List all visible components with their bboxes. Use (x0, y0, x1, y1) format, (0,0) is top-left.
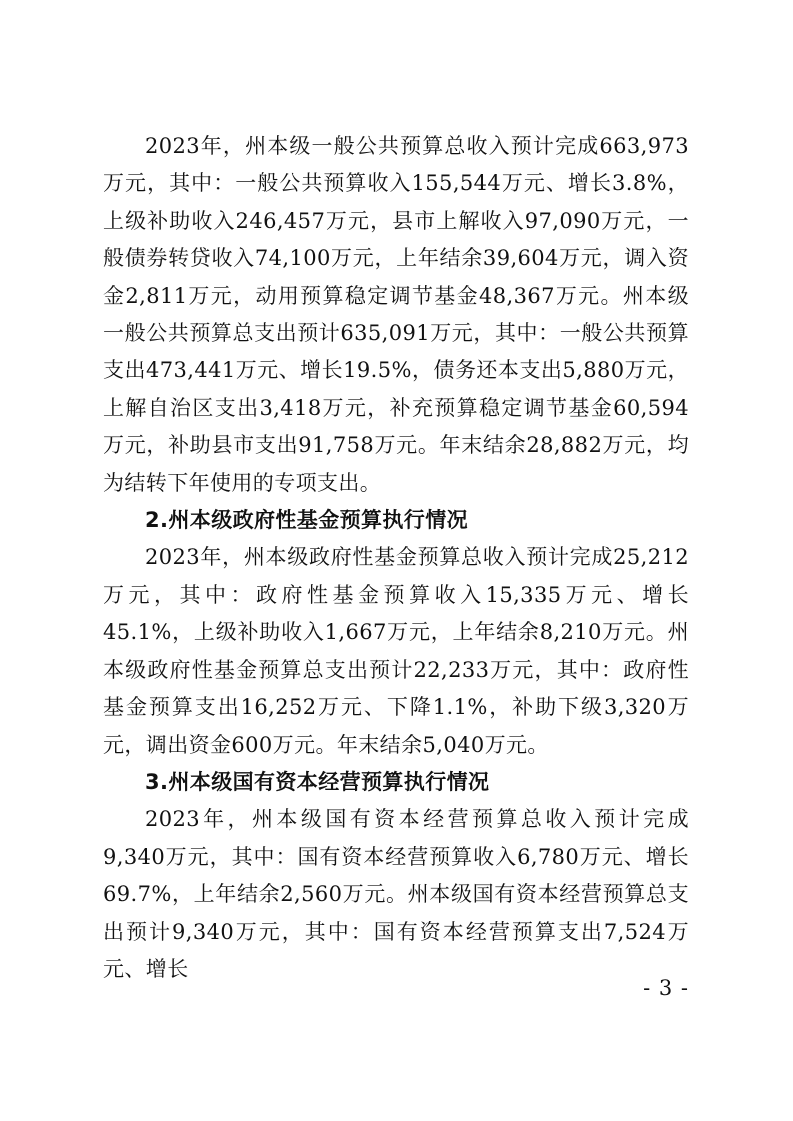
page-number: - 3 - (643, 976, 689, 1000)
heading-fund-budget: 2.州本级政府性基金预算执行情况 (145, 508, 468, 533)
paragraph-fund-budget: 2023年，州本级政府性基金预算总收入预计完成25,212万元，其中：政府性基金预算收入15,335万元、增长45.1%，上级补助收入1,667万元，上年结余8,210万元。州本级政府性基金预算总支出预计22,233万元，其中：政府性基金预算支出16,252万元、下降1.1%，补助下级3,320万元，调出资金600万元。年末结余5,040万元。 (103, 545, 689, 757)
paragraph-general-budget: 2023年，州本级一般公共预算总收入预计完成663,973万元，其中：一般公共预算收入155,544万元、增长3.8%，上级补助收入246,457万元，县市上解收入97,090万元，一般债券转贷收入74,100万元，上年结余39,604万元，调入资金2,811万元，动用预算稳定调节基金48,367万元。州本级一般公共预算总支出预计635,091万元，其中：一般公共预算支出473,441万元、增长19.5%，债务还本支出5,880万元，上解自治区支出3,418万元，补充预算稳定调节基金60,594万元，补助县市支出91,758万元。年末结余28,882万元，均为结转下年使用的专项支出。 (103, 134, 689, 495)
paragraph-state-capital-budget: 2023年，州本级国有资本经营预算总收入预计完成9,340万元，其中：国有资本经营预算收入6,780万元、增长69.7%，上年结余2,560万元。州本级国有资本经营预算总支出预计9,340万元，其中：国有资本经营预算支出7,524万元、增长 (103, 807, 689, 981)
heading-state-capital-budget: 3.州本级国有资本经营预算执行情况 (145, 769, 490, 794)
document-body (103, 128, 689, 988)
